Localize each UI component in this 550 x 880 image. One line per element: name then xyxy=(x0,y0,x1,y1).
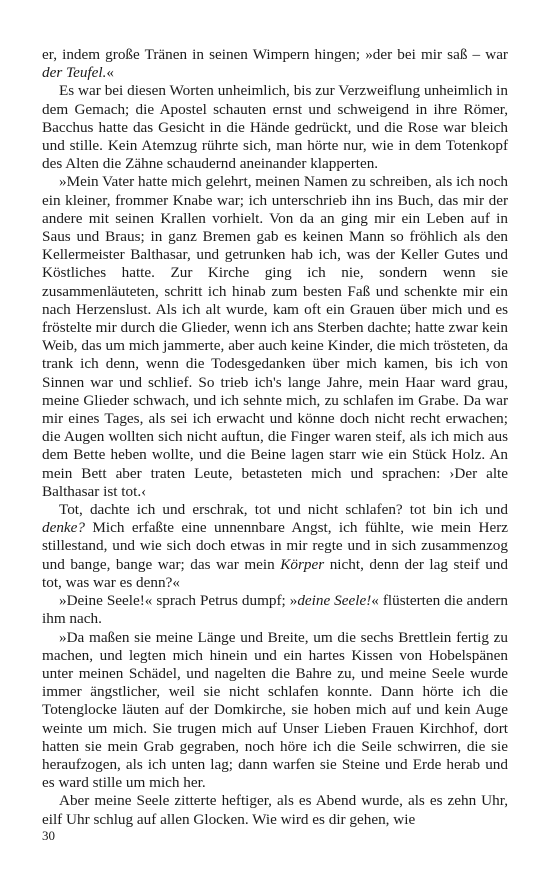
paragraph xyxy=(42,82,508,173)
paragraph xyxy=(42,629,508,793)
text-run: Tot, dachte ich und erschrak, tot und nicht schlafen? tot bin ich und xyxy=(59,501,508,519)
book-page xyxy=(42,46,508,829)
text-run: nicht, denn der lag steif und tot, was war es denn?« xyxy=(42,555,508,591)
paragraph xyxy=(42,592,508,628)
italic-text: Körper xyxy=(280,555,325,573)
text-run: Aber meine Seele zitterte heftiger, als es Abend wurde, als es zehn Uhr, eilf Uhr schlug auf allen Glocken. Wie wird es dir gehen, wie xyxy=(42,792,508,828)
paragraph xyxy=(42,46,508,82)
page-number: 30 xyxy=(42,828,55,843)
paragraph xyxy=(42,792,508,828)
paragraph xyxy=(42,501,508,592)
italic-text: deine Seele! xyxy=(297,592,372,610)
italic-text: denke? xyxy=(42,519,86,537)
text-run: »Deine Seele!« sprach Petrus dumpf; » xyxy=(59,592,298,610)
text-run: Es war bei diesen Worten unheimlich, bis zur Verzweiflung unheimlich in dem Gemach; die Apostel schauten ernst und schweigend in ihre Römer, Bacchus hatte das Gesicht in die Hände gedrückt, und die Rose war bleich und stille. Kein Atemzug rührte sich, man hörte nur, wie in dem Totenkopf des Alten die Zähne schaudernd aneinander klapperten. xyxy=(42,82,508,173)
text-run: Mich erfaßte eine unnennbare Angst, ich fühlte, wie mein Herz stillestand, und wie sich doch etwas in mir regte und in sich zusammenzog und bange, bange war; das war mein xyxy=(42,519,508,573)
text-run: « flüsterten die andern ihm nach. xyxy=(42,592,508,628)
text-run: »Da maßen sie meine Länge und Breite, um die sechs Brettlein fertig zu machen, und legten mich hinein und ein hartes Kissen von Hobelspänen unter meinen Schädel, und nagelten die Bahre zu, und meine Seele wurde immer ängstlicher, weil sie nicht schlafen konnte. Dann hörte ich die Totenglocke läuten auf der Domkirche, sie hoben mich auf und kein Auge weinte um mich. Sie trugen mich auf Unser Lieben Frauen Kirchhof, dort hatten sie mein Grab gegraben, noch höre ich die Seile schwirren, die sie heraufzogen, als ich unten lag; dann warfen sie Steine und Erde herab und es ward stille um mich her. xyxy=(42,628,508,792)
paragraph xyxy=(42,173,508,501)
text-run: « xyxy=(106,64,114,82)
italic-text: der Teufel. xyxy=(42,64,107,82)
text-run: er, indem große Tränen in seinen Wimpern hingen; »der bei mir saß – war xyxy=(42,46,508,63)
text-run: »Mein Vater hatte mich gelehrt, meinen Namen zu schreiben, als ich noch ein kleiner, frommer Knabe war; ich unterschrieb ihn ins Buch, das mir der andere mit seinen Krallen vorhielt. Von da an ging mir ein Leben auf in Saus und Braus; in ganz Bremen gab es keinen Mann so fröhlich als den Kellermeister Balthasar, und getrunken hab ich, was der Keller Gutes und Köstliches hatte. Zur Kirche ging ich nie, sondern wenn sie zusammenläuteten, schritt ich hinab zum besten Faß und schenkte mir ein nach Herzenslust. Als ich alt wurde, kam oft ein Grauen über mich und es fröstelte mir durch die Glieder, wenn ich ans Sterben dachte; hatte zwar kein Weib, das um mich jammerte, aber auch keine Kinder, die mich trösteten, da trank ich denn, wenn die Todesgedanken über mich kamen, bis ich von Sinnen war und schlief. So trieb ich's lange Jahre, mein Haar ward grau, meine Glieder schwach, und ich sehnte mich, zu schlafen im Grabe. Da war mir eines Tages, als sei ich erwacht und könne doch nicht recht erwachen; die Augen wollten sich nicht auftun, die Finger waren steif, als ich mich aus dem Bette heben wollte, und die Beine lagen starr wie ein Stück Holz. An mein Bett aber traten Leute, betasteten mich und sprachen: ›Der alte Balthasar ist tot.‹ xyxy=(42,173,508,500)
